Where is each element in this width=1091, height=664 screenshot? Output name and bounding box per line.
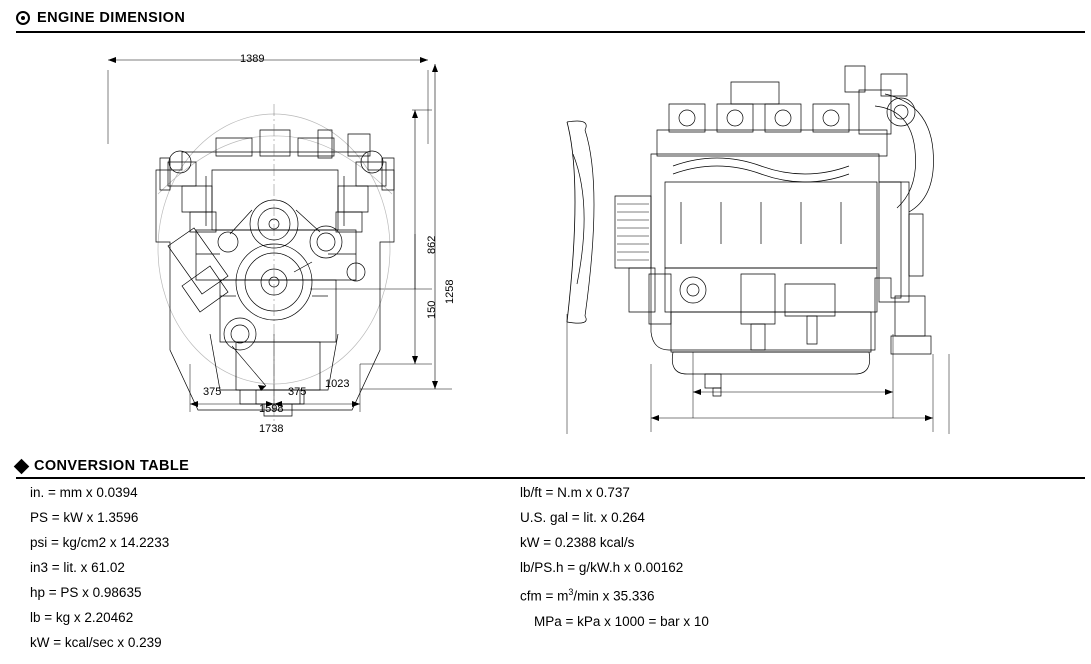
conversion-row: U.S. gal = lit. x 0.264 <box>520 510 645 525</box>
conversion-row: lb/ft = N.m x 0.737 <box>520 485 630 500</box>
conversion-row-cfm: cfm = $m^3/\min$ x 35.336 <box>520 587 655 604</box>
conversion-row: kW = 0.2388 kcal/s <box>520 535 635 550</box>
engine-drawings <box>0 34 1091 454</box>
engine-side-view <box>545 34 1005 434</box>
conversion-row: PS = kW x 1.3596 <box>30 510 139 525</box>
conversion-right-column <box>520 480 1020 655</box>
conversion-row: kW = kcal/sec x 0.239 <box>30 635 162 650</box>
conversion-row: psi = kg/cm2 x 14.2233 <box>30 535 170 550</box>
engine-dimension-title: ENGINE DIMENSION <box>37 10 186 26</box>
dim-150: 150 <box>426 300 438 319</box>
diamond-bullet-icon <box>14 458 30 474</box>
conversion-row: lb = kg x 2.20462 <box>30 610 134 625</box>
conversion-row: lb/PS.h = g/kW.h x 0.00162 <box>520 560 684 575</box>
dim-375-left: 375 <box>203 386 222 398</box>
engine-dimension-rule <box>16 31 1085 33</box>
conversion-table-title: CONVERSION TABLE <box>34 458 190 474</box>
engine-dimension-header <box>16 10 185 26</box>
target-bullet-icon <box>16 11 30 25</box>
conversion-left-column <box>16 480 520 655</box>
conversion-table-rule <box>16 477 1085 479</box>
conversion-table-header <box>16 458 189 474</box>
conversion-row: MPa = kPa x 1000 = bar x 10 <box>534 613 709 629</box>
dim-1258: 1258 <box>444 279 456 304</box>
conversion-row: in3 = lit. x 61.02 <box>30 560 125 575</box>
conversion-row: hp = PS x 0.98635 <box>30 585 142 600</box>
engine-front-view <box>60 34 530 434</box>
conversion-row: in. = mm x 0.0394 <box>30 485 138 500</box>
dim-1389: 1389 <box>240 53 265 65</box>
dim-1023: 1023 <box>325 378 350 390</box>
conversion-table-body <box>16 480 1076 655</box>
dim-375-right: 375 <box>288 386 307 398</box>
dim-1738: 1738 <box>259 423 284 435</box>
dim-1598: 1598 <box>259 403 284 415</box>
dim-862: 862 <box>426 235 438 254</box>
